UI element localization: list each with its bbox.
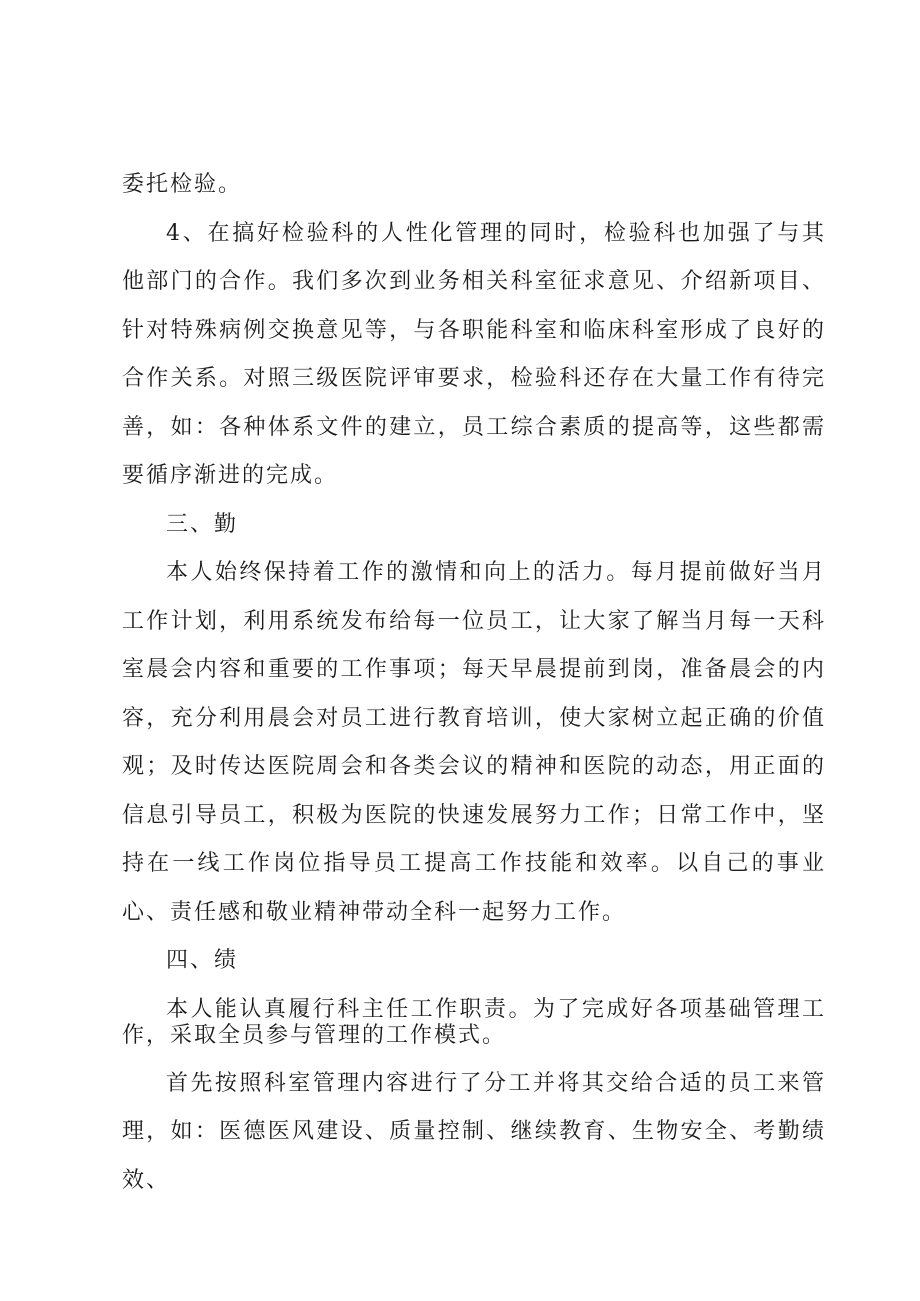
paragraph-item-4: 4、在搞好检验科的人性化管理的同时，检验科也加强了与其他部门的合作。我们多次到业务相关科室征求意见、介绍新项目、针对特殊病例交换意见等，与各职能科室和临床科室形成了良好的合作关系。对照三级医院评审要求，检验科还存在大量工作有待完善，如：各种体系文件的建立，员工综合素质的提高等，这些都需要循序渐进的完成。	[122, 220, 826, 488]
section-heading-qin: 三、勤	[166, 511, 239, 537]
paragraph-ji-division: 首先按照科室管理内容进行了分工并将其交给合适的员工来管理，如：医德医风建设、质量控制、继续教育、生物安全、考勤绩效、	[122, 1070, 826, 1193]
section-heading-ji: 四、绩	[166, 948, 239, 973]
paragraph-continuation: 委托检验。	[122, 172, 243, 197]
document-body	[122, 161, 826, 1205]
paragraph-qin-body: 本人始终保持着工作的激情和向上的活力。每月提前做好当月工作计划，利用系统发布给每一位员工，让大家了解当月每一天科室晨会内容和重要的工作事项；每天早晨提前到岗，准备晨会的内容，充分利用晨会对员工进行教育培训，使大家树立起正确的价值观；及时传达医院周会和各类会议的精神和医院的动态，用正面的信息引导员工，积极为医院的快速发展努力工作；日常工作中，坚持在一线工作岗位指导员工提高工作技能和效率。以自己的事业心、责任感和敬业精神带动全科一起努力工作。	[122, 560, 826, 925]
paragraph-ji-duties: 本人能认真履行科主任工作职责。为了完成好各项基础管理工作，采取全员参与管理的工作模式。	[122, 996, 826, 1048]
